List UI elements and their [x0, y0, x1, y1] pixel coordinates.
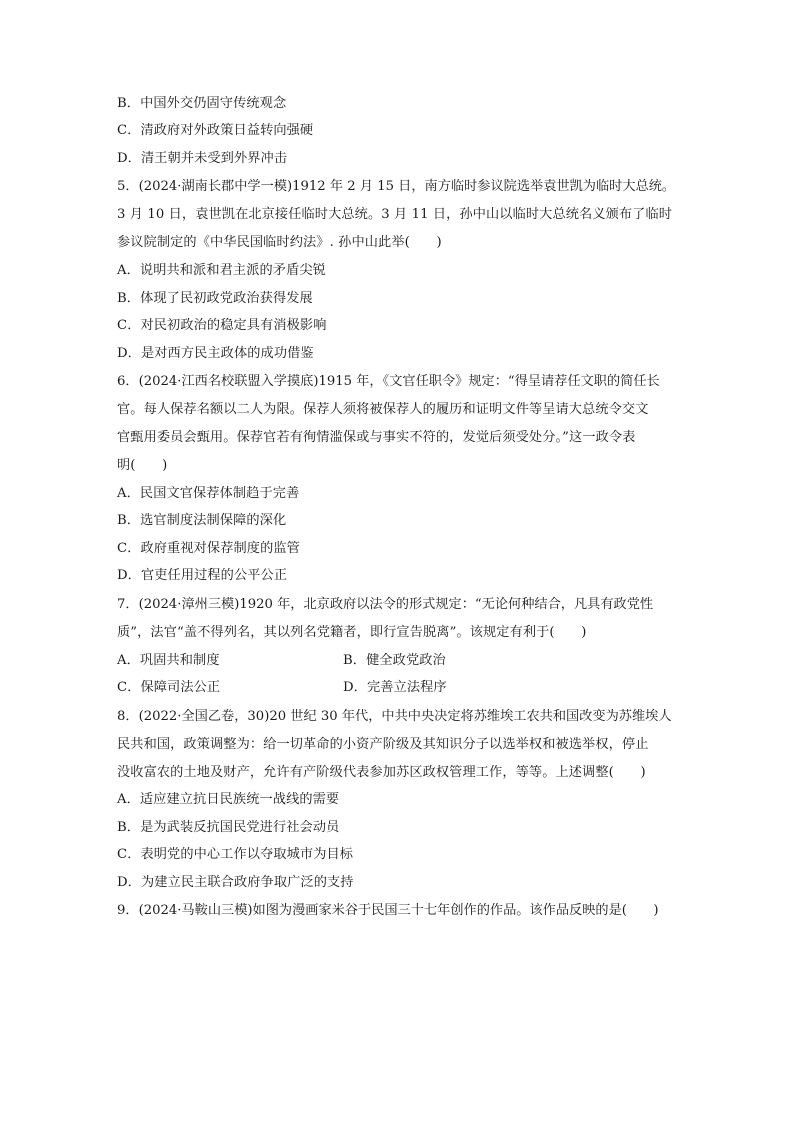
q8-option-a: A．适应建立抗日民族统一战线的需要 — [117, 792, 340, 807]
q5-option-d: D．是对西方民主政体的成功借鉴 — [117, 346, 314, 361]
q8-option-d: D．为建立民主联合政府争取广泛的支持 — [117, 875, 354, 890]
q7-stem-line-1: 7．(2024·漳州三模)1920 年，北京政府以法令的形式规定：“无论何种结合，凡具有政党性 — [117, 597, 654, 612]
q6-option-a: A．民国文官保荐体制趋于完善 — [117, 486, 300, 501]
q5-option-b: B．体现了民初政党政治获得发展 — [117, 291, 313, 306]
q5-stem-line-1: 5．(2024·湖南长郡中学一模)1912 年 2 月 15 日，南方临时参议院选举袁世凯为临时大总统。 — [117, 179, 676, 194]
q4-option-d: D．清王朝并未受到外界冲击 — [117, 151, 288, 166]
q5-stem-line-3: 参议院制定的《中华民国临时约法》. 孙中山此举( ) — [117, 235, 442, 250]
q8-stem-line-3: 没收富农的土地及财产，允许有产阶级代表参加苏区政权管理工作，等等。上述调整( ) — [117, 765, 646, 780]
q7-stem-line-2: 质”，法官“盖不得列名，其以列名党籍者，即行宣告脱离”。该规定有利于( ) — [117, 625, 587, 640]
q7-option-a: A．巩固共和制度 — [117, 653, 220, 668]
q8-stem-line-2: 民共和国，政策调整为：给一切革命的小资产阶级及其知识分子以选举权和被选举权，停止 — [117, 737, 649, 752]
q8-stem-line-1: 8．(2022·全国乙卷，30)20 世纪 30 年代，中共中央决定将苏维埃工农共和国改变为苏维埃人 — [117, 709, 672, 724]
q7-options-row-2 — [117, 679, 677, 697]
q4-option-b: B．中国外交仍固守传统观念 — [117, 96, 287, 111]
q6-option-d: D．官吏任用过程的公平公正 — [117, 568, 288, 583]
q4-option-c: C．清政府对外政策日益转向强硬 — [117, 123, 314, 138]
q8-option-b: B．是为武装反抗国民党进行社会动员 — [117, 820, 340, 835]
q6-option-c: C．政府重视对保荐制度的监管 — [117, 541, 300, 556]
q7-option-c: C．保障司法公正 — [117, 680, 221, 695]
q6-stem-line-3: 官甄用委员会甄用。保荐官若有徇情滥保或与事实不符的，发觉后须受处分。”这一政令表 — [117, 430, 636, 445]
q6-stem-line-1: 6．(2024·江西名校联盟入学摸底)1915 年，《文官任职令》规定：“得呈请荐任文职的简任长 — [117, 374, 660, 389]
q6-stem-line-2: 官。每人保荐名额以二人为限。保荐人须将被保荐人的履历和证明文件等呈请大总统令交文 — [117, 402, 649, 417]
q7-option-d: D．完善立法程序 — [343, 680, 447, 695]
q5-stem-line-2: 3 月 10 日，袁世凯在北京接任临时大总统。3 月 11 日，孙中山以临时大总统名义颁布了临时 — [117, 207, 673, 222]
q8-option-c: C．表明党的中心工作以夺取城市为目标 — [117, 847, 354, 862]
q6-option-b: B．选官制度法制保障的深化 — [117, 513, 287, 528]
q5-option-c: C．对民初政治的稳定具有消极影响 — [117, 318, 327, 333]
q6-stem-line-4: 明( ) — [117, 458, 168, 473]
q7-option-b: B．健全政党政治 — [343, 653, 446, 668]
q7-options-row-1 — [117, 652, 677, 670]
q9-stem-line-1: 9．(2024·马鞍山三模)如图为漫画家米谷于民国三十七年创作的作品。该作品反映的是( ) — [117, 903, 659, 918]
q5-option-a: A．说明共和派和君主派的矛盾尖锐 — [117, 263, 326, 278]
